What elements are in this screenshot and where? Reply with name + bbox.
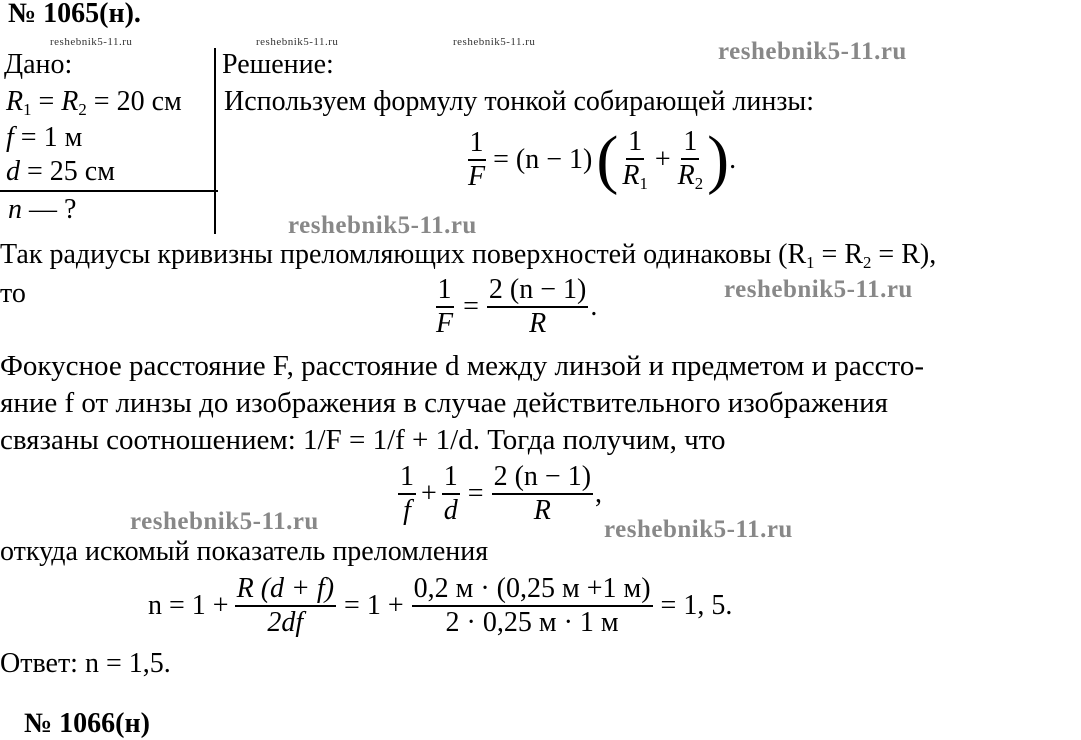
watermark: reshebnik5-11.ru (453, 36, 536, 48)
whence-text: откуда искомый показатель преломления (0, 536, 489, 567)
paragraph-line: связаны соотношением: 1/F = 1/f + 1/d. Тогда получим, что (0, 424, 726, 456)
watermark: reshebnik5-11.ru (724, 276, 913, 303)
next-problem-number: № 1066(н) (24, 708, 150, 739)
watermark: reshebnik5-11.ru (718, 38, 907, 65)
paragraph-line: яние f от линзы до изображения в случае действительного изображения (0, 387, 889, 419)
given-divider (0, 190, 218, 192)
lens-formula: $\frac{1}{F}$ = (n − 1) ( $\frac{1}{R_1}$ + $\frac{1}{R_2}$ ) . (468, 123, 737, 196)
given-separator (214, 48, 216, 234)
watermark: reshebnik5-11.ru (50, 36, 133, 48)
watermark: reshebnik5-11.ru (130, 508, 319, 535)
watermark: reshebnik5-11.ru (288, 212, 477, 239)
given-focal: f = 1 м (6, 122, 83, 153)
given-distance: d = 25 см (6, 156, 115, 187)
given-find: n — ? (8, 194, 77, 225)
solution-intro: Используем формулу тонкой собирающей линзы: (224, 86, 815, 117)
given-radii: $R_1 = R_2 = 20$ см (6, 86, 182, 120)
solution-title: Решение: (222, 49, 334, 80)
given-title: Дано: (4, 49, 73, 80)
formula-combined: $\frac{1}{F}$ = $\frac{2 (n - 1)}{R}$ . (436, 273, 598, 339)
formula-focus-relation: $\frac{1}{f}$ + $\frac{1}{d}$ = $\frac{2 (n - 1)}{R}$ , (400, 460, 603, 526)
answer: Ответ: n = 1,5. (0, 648, 171, 679)
radii-text: Так радиусы кривизны преломляющих поверхностей одинаковы $(R_1 = R_2 = R)$, (0, 239, 937, 273)
formula-result: n = 1 + $\frac{R (d + f)}{2df}$ = 1 + $\frac{0,2 м \cdot (0,25 м +1 м)}{2 \cdot 0,25 м \cdot 1 м}$ = 1, 5. (148, 572, 733, 638)
then-word: то (0, 278, 26, 309)
problem-number: № 1065(н). (8, 0, 141, 29)
paragraph-line: Фокусное расстояние F, расстояние d между линзой и предметом и рассто- (0, 350, 924, 382)
watermark: reshebnik5-11.ru (256, 36, 339, 48)
watermark: reshebnik5-11.ru (604, 516, 793, 543)
